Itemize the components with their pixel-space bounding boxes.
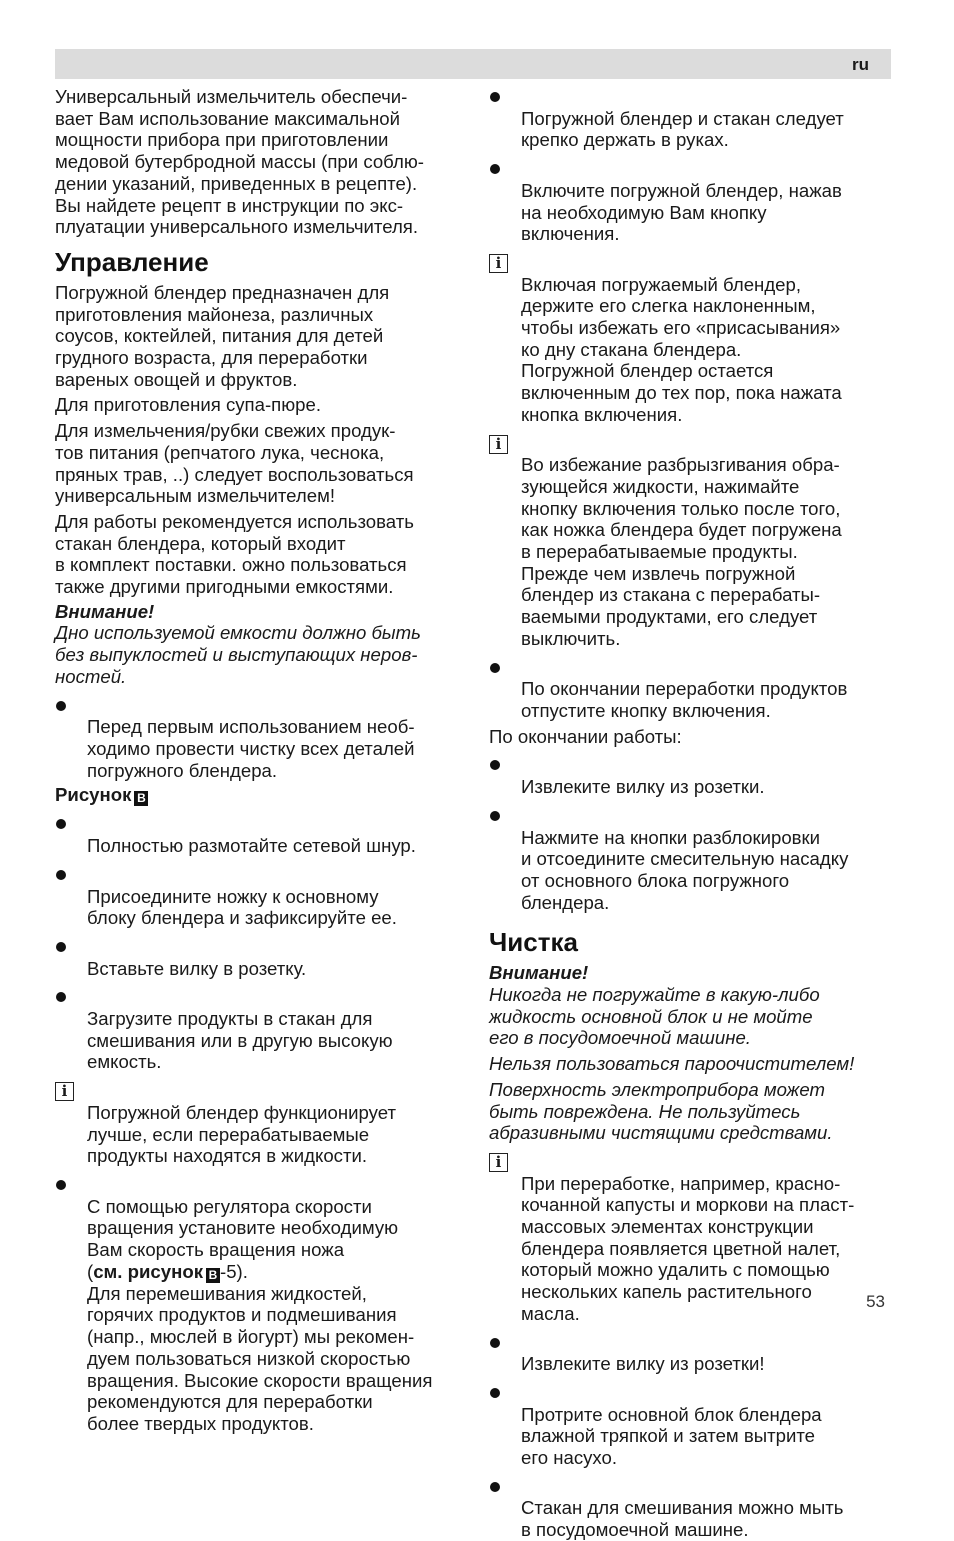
paragraph-chopping: Для измельчения/рубки свежих продук- тов питания (репчатого лука, чеснока, пряных трав, ..) следует воспользоваться универсальным измельчителем! — [55, 420, 414, 507]
list-item: Присоедините ножку к основному блоку блендера и зафиксируйте ее. — [55, 864, 463, 929]
after-work-label: По окончании работы: — [489, 725, 682, 747]
list-item: Полностью размотайте сетевой шнур. — [55, 813, 463, 856]
bullet-icon — [490, 1338, 500, 1348]
info-note: i Во избежание разбрызгивания обра- зующейся жидкости, нажимайте кнопку включения только после того, как ножка блендера будет погружена в перерабатываемые продукты. Прежде чем извлечь погружной блендер из стакана с перерабаты- ваемыми продуктами, его следует выключить. — [489, 433, 891, 650]
paragraph-container: Для работы рекомендуется использовать стакан блендера, который входит в комплект поставки. ожно пользоваться также другими пригодными емкостями. — [55, 510, 414, 598]
bullet-icon — [56, 870, 66, 880]
figure-ref-icon: B — [206, 1268, 220, 1283]
paragraph-purpose: Погружной блендер предназначен для приготовления майонеза, различных соусов, коктейлей, питания для детей грудного возраста, для переработки вареных овощей и фруктов. — [55, 281, 390, 390]
list-item: Извлеките вилку из розетки! — [489, 1332, 891, 1375]
language-code: ru — [852, 55, 869, 74]
speed-note: Для перемешивания жидкостей, горячих продуктов и подмешивания (напр., мюслей в йогурт) мы рекомен- дуем пользоваться низкой скоростью вращения. Высокие скорости вращения рекомендуются для переработки более твердых продуктов. — [87, 1282, 433, 1434]
list-item: Нажмите на кнопки разблокировки и отсоедините смесительную насадку от основного блока погружного блендера. — [489, 805, 891, 914]
attention-text: Нельзя пользоваться пароочистителем! — [489, 1053, 855, 1075]
info-note: i Погружной блендер функционирует лучше, если перерабатываемые продукты находятся в жидкости. — [55, 1080, 463, 1167]
bullet-icon — [490, 1482, 500, 1492]
bullet-icon — [490, 92, 500, 102]
list-item: Перед первым использованием необ- ходимо провести чистку всех деталей погружного блендера. — [55, 695, 463, 782]
attention-text: Никогда не погружайте в какую-либо жидкость основной блок и не мойте его в посудомоечной машине. — [489, 984, 820, 1049]
bullet-icon — [56, 992, 66, 1002]
figure-ref-icon: B — [134, 791, 148, 806]
list-item: Включите погружной блендер, нажав на необходимую Вам кнопку включения. — [489, 158, 891, 245]
list-item-speed: С помощью регулятора скорости вращения установите необходимую Вам скорость вращения ножа (см. рисунок B -5). Для перемешивания жидкостей, горячих продуктов и подмешивания (напр., мюслей в йогурт) мы рекомен- дуем пользоваться низкой скоростью вращения. Высокие скорости вращения рекомендуются для переработки более твердых продуктов. — [55, 1174, 463, 1435]
info-note: i Включая погружаемый блендер, держите его слегка наклоненным, чтобы избежать его «присасывания» ко дну стакана блендера. Погружной блендер остается включенным до тех пор, пока нажата кнопка включения. — [489, 252, 891, 426]
attention-text: Дно используемой емкости должно быть без выпуклостей и выступающих неров- ностей. — [55, 622, 421, 687]
paragraph-soup: Для приготовления супа-пюре. — [55, 394, 322, 416]
info-icon: i — [55, 1082, 74, 1101]
right-column — [489, 86, 891, 1541]
info-icon: i — [489, 1153, 508, 1172]
bullet-icon — [490, 760, 500, 770]
page-number: 53 — [866, 1292, 885, 1311]
bullet-icon — [490, 663, 500, 673]
header-bar — [55, 49, 891, 79]
bullet-icon — [56, 819, 66, 829]
info-icon: i — [489, 254, 508, 273]
list-item: По окончании переработки продуктов отпустите кнопку включения. — [489, 657, 891, 722]
list-item: Протрите основной блок блендера влажной тряпкой и затем вытрите его насухо. — [489, 1382, 891, 1469]
info-note: i При переработке, например, красно- кочанной капусты и моркови на пласт- массовых элементах конструкции блендера появляется цветной налет, который можно удалить с помощью нескольких капель растительного масла. — [489, 1151, 891, 1325]
bullet-icon — [56, 701, 66, 711]
bullet-icon — [56, 1180, 66, 1190]
attention-label: Внимание! — [55, 600, 155, 622]
section-heading-operation: Управление — [55, 246, 209, 277]
list-item: Извлеките вилку из розетки. — [489, 754, 891, 797]
bullet-icon — [490, 811, 500, 821]
section-heading-cleaning: Чистка — [489, 927, 578, 958]
left-column — [55, 86, 463, 1435]
list-item: Загрузите продукты в стакан для смешивания или в другую высокую емкость. — [55, 986, 463, 1073]
figure-label: Рисунок B — [55, 784, 463, 806]
bullet-icon — [490, 164, 500, 174]
bullet-icon — [490, 1388, 500, 1398]
attention-label: Внимание! — [489, 962, 589, 984]
list-item: Стакан для смешивания можно мыть в посудомоечной машине. — [489, 1476, 891, 1541]
attention-text: Поверхность электроприбора может быть повреждена. Не пользуйтесь абразивными чистящими средствами. — [489, 1078, 833, 1144]
info-icon: i — [489, 435, 508, 454]
list-item: Погружной блендер и стакан следует крепко держать в руках. — [489, 86, 891, 151]
intro-paragraph: Универсальный измельчитель обеспечи- вает Вам использование максимальной мощности прибора при приготовлении медовой бутербродной массы (при соблю- дении указаний, приведенных в рецепте). Вы найдете рецепт в инструкции по экс- плуатации универсального измельчителя. — [55, 86, 424, 238]
bullet-icon — [56, 942, 66, 952]
speed-figure-ref: см. рисунок — [93, 1260, 203, 1282]
list-item: Вставьте вилку в розетку. — [55, 936, 463, 979]
